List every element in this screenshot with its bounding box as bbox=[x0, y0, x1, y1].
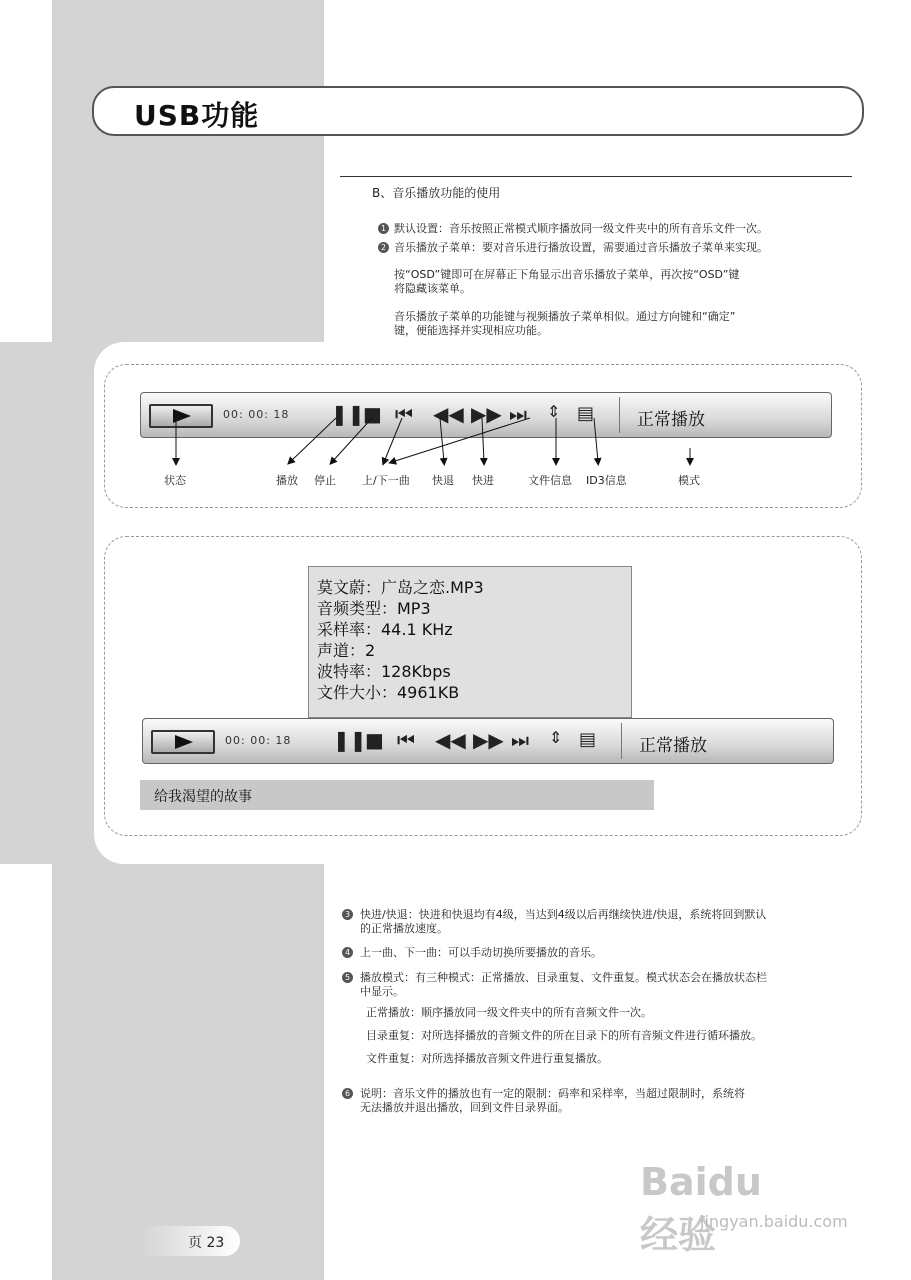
label-mode: 模式 bbox=[678, 474, 700, 487]
song-title-bar bbox=[140, 780, 654, 810]
para1-line2: 将隐藏该菜单。 bbox=[394, 282, 471, 295]
rewind-icon[interactable]: ◀◀ bbox=[435, 728, 466, 752]
label-id3-info: ID3信息 bbox=[586, 474, 627, 487]
item-1: 默认设置：音乐按照正常模式顺序播放同一级文件夹中的所有音乐文件一次。 bbox=[394, 222, 768, 235]
watermark-url: jingyan.baidu.com bbox=[700, 1212, 848, 1231]
bullet-5: 5 bbox=[342, 972, 353, 983]
forward-icon[interactable]: ▶▶ bbox=[471, 402, 502, 426]
page-title: USB功能 bbox=[134, 99, 260, 132]
bullet-2: 2 bbox=[378, 242, 389, 253]
label-prev-next: 上/下一曲 bbox=[362, 474, 410, 487]
prev-track-icon[interactable]: ⏮ bbox=[395, 402, 413, 426]
arrow-stop bbox=[332, 418, 372, 462]
note-3-line1: 快进/快退：快进和快退均有4级，当达到4级以后再继续快进/快退，系统将回到默认 bbox=[360, 908, 767, 921]
info-title: 莫文蔚：广岛之恋.MP3 bbox=[317, 578, 484, 597]
note-3-line2: 的正常播放速度。 bbox=[360, 922, 448, 935]
item-2: 音乐播放子菜单：要对音乐进行播放设置，需要通过音乐播放子菜单来实现。 bbox=[394, 241, 768, 254]
arrow-prev bbox=[384, 418, 402, 462]
time-display: 00: 00: 18 bbox=[225, 734, 292, 747]
bullet-1: 1 bbox=[378, 223, 389, 234]
bullet-6: 6 bbox=[342, 1088, 353, 1099]
time-display: 00: 00: 18 bbox=[223, 408, 290, 421]
updown-icon[interactable]: ⇕ bbox=[547, 402, 561, 421]
label-forward: 快进 bbox=[472, 474, 494, 487]
player-bar-2 bbox=[142, 718, 834, 764]
rewind-icon[interactable]: ◀◀ bbox=[433, 402, 464, 426]
bullet-4: 4 bbox=[342, 947, 353, 958]
section-heading: B、音乐播放功能的使用 bbox=[372, 186, 501, 200]
file-info-panel bbox=[308, 566, 632, 718]
watermark-logo: Baidu经验 bbox=[640, 1160, 762, 1257]
note-6-line2: 无法播放并退出播放，回到文件目录界面。 bbox=[360, 1101, 569, 1114]
arrow-play bbox=[290, 418, 336, 462]
note-5-a: 正常播放：顺序播放同一级文件夹中的所有音频文件一次。 bbox=[366, 1006, 652, 1019]
note-5-b: 目录重复：对所选择播放的音频文件的所在目录下的所有音频文件进行循环播放。 bbox=[366, 1029, 762, 1042]
note-5-c: 文件重复：对所选择播放音频文件进行重复播放。 bbox=[366, 1052, 608, 1065]
info-bitrate: 波特率：128Kbps bbox=[317, 662, 451, 681]
arrow-next bbox=[392, 418, 530, 462]
info-channels: 声道：2 bbox=[317, 641, 376, 660]
song-title: 给我渴望的故事 bbox=[154, 789, 252, 805]
page-number-pill bbox=[140, 1226, 240, 1256]
para2-line1: 音乐播放子菜单的功能键与视频播放子菜单相似。通过方向键和“确定” bbox=[394, 310, 736, 323]
forward-icon[interactable]: ▶▶ bbox=[473, 728, 504, 752]
label-stop: 停止 bbox=[314, 474, 336, 487]
arrow-rewind bbox=[440, 418, 444, 462]
stop-icon[interactable]: ■ bbox=[365, 728, 384, 752]
para1-line1: 按“OSD”键即可在屏幕正下角显示出音乐播放子菜单，再次按“OSD”键 bbox=[394, 268, 740, 281]
arrow-forward bbox=[482, 418, 484, 462]
next-track-icon[interactable]: ⏭ bbox=[511, 728, 529, 752]
label-play: 播放 bbox=[276, 474, 298, 487]
info-sample-rate: 采样率：44.1 KHz bbox=[317, 620, 453, 639]
prev-track-icon[interactable]: ⏮ bbox=[397, 728, 415, 752]
bullet-3: 3 bbox=[342, 909, 353, 920]
stop-icon[interactable]: ■ bbox=[363, 402, 382, 426]
label-rewind: 快退 bbox=[432, 474, 454, 487]
id3-info-icon[interactable]: ▤ bbox=[579, 729, 597, 750]
play-mode: 正常播放 bbox=[637, 410, 705, 430]
para2-line2: 键，便能选择并实现相应功能。 bbox=[394, 324, 548, 337]
pause-icon[interactable]: ❚❚ bbox=[331, 402, 365, 426]
info-file-size: 文件大小：4961KB bbox=[317, 683, 460, 702]
note-5-line2: 中显示。 bbox=[360, 985, 404, 998]
arrow-id3 bbox=[594, 418, 598, 462]
play-status-icon[interactable] bbox=[151, 730, 215, 754]
note-4: 上一曲、下一曲：可以手动切换所要播放的音乐。 bbox=[360, 946, 602, 959]
play-mode: 正常播放 bbox=[639, 736, 707, 756]
note-6-line1: 说明：音乐文件的播放也有一定的限制：码率和采样率，当超过限制时，系统将 bbox=[360, 1087, 745, 1100]
updown-icon[interactable]: ⇕ bbox=[549, 728, 563, 747]
label-file-info: 文件信息 bbox=[528, 474, 572, 487]
player-divider bbox=[621, 723, 622, 759]
id3-info-icon[interactable]: ▤ bbox=[577, 403, 595, 424]
page-number: 页 23 bbox=[188, 1235, 225, 1251]
label-status: 状态 bbox=[164, 474, 186, 487]
next-track-icon[interactable]: ⏭ bbox=[509, 402, 527, 426]
info-audio-type: 音频类型：MP3 bbox=[317, 599, 431, 618]
note-5-line1: 播放模式：有三种模式：正常播放、目录重复、文件重复。模式状态会在播放状态栏 bbox=[360, 971, 767, 984]
pause-icon[interactable]: ❚❚ bbox=[333, 728, 367, 752]
